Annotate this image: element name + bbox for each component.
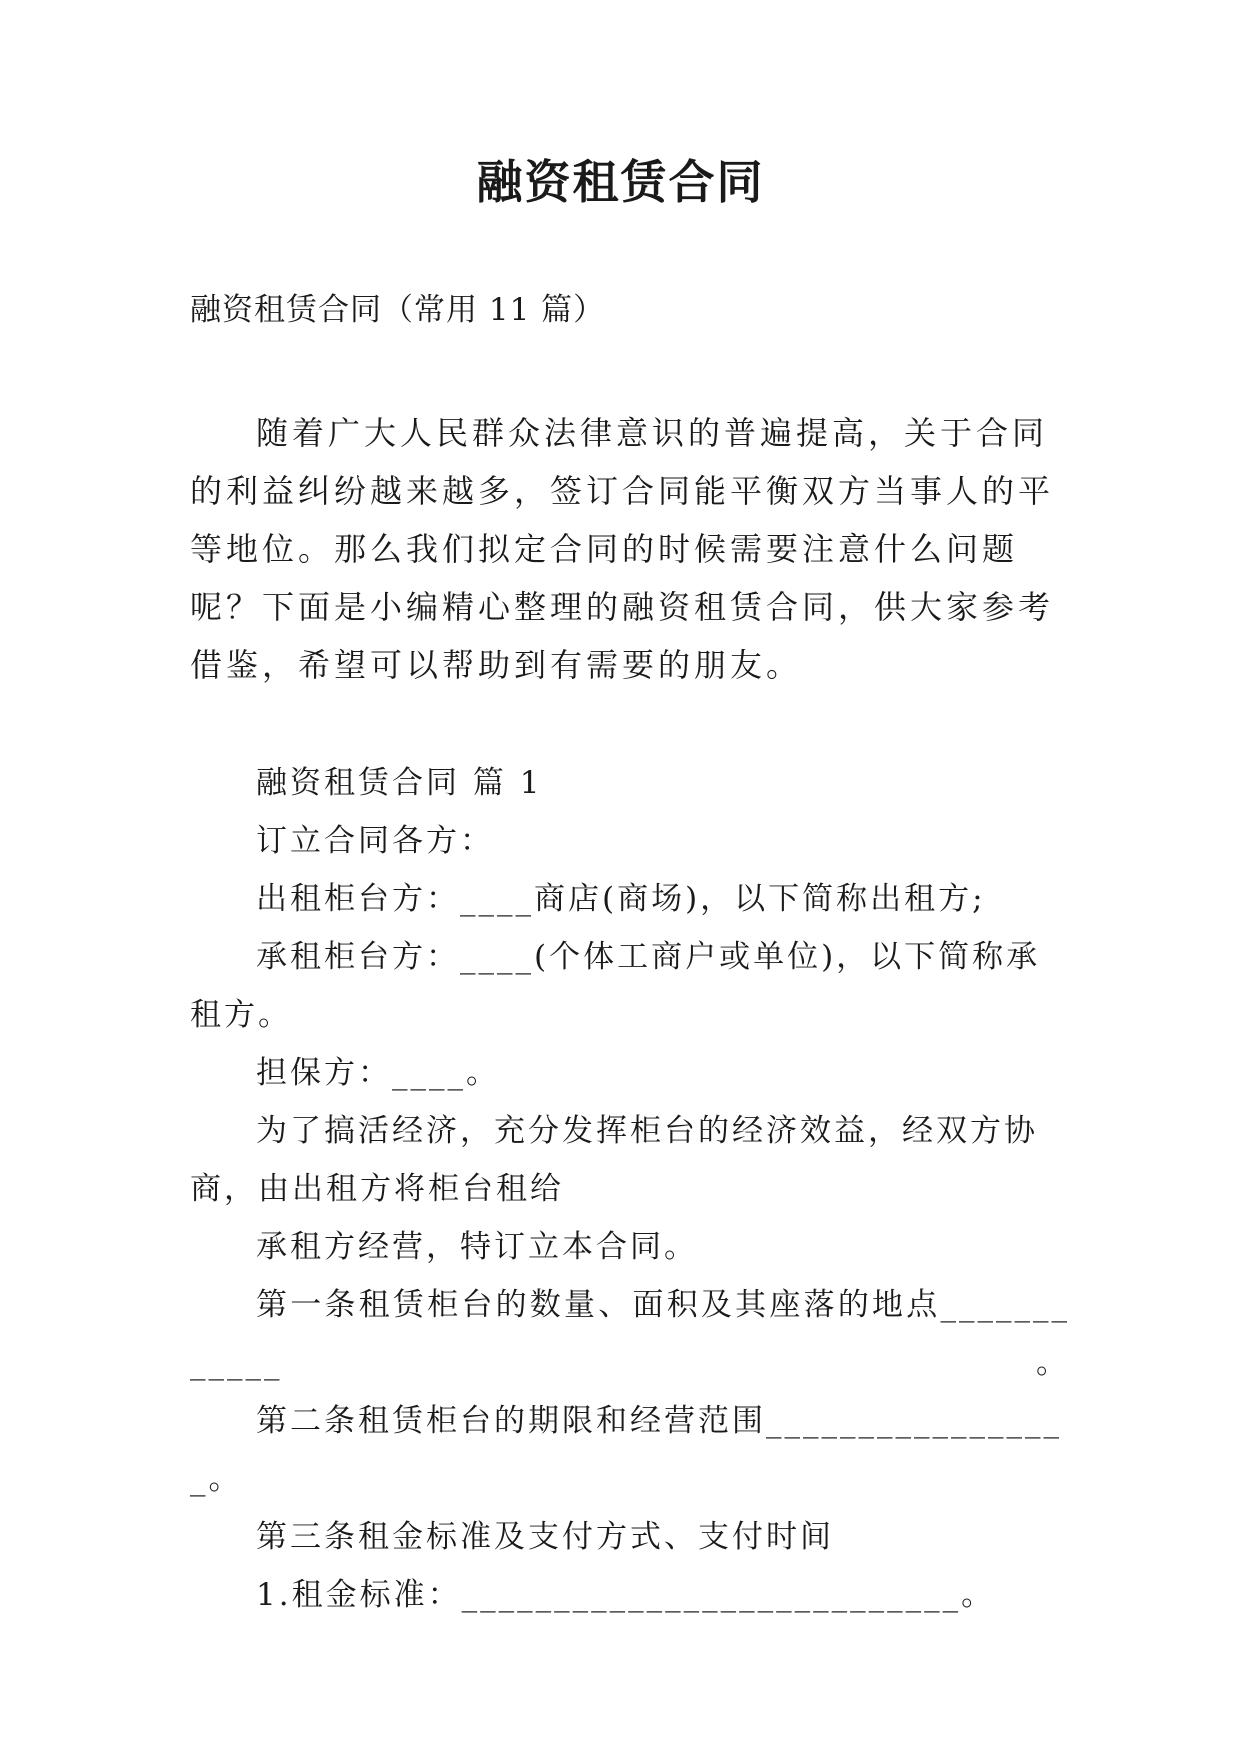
contract-body (190, 754, 1070, 1624)
article-1: 第一条租赁柜台的数量、面积及其座落的地点____________。 (190, 1287, 1070, 1381)
parties-label: 订立合同各方： (256, 823, 494, 859)
lessee-line: 承租柜台方：____(个体工商户或单位)，以下简称承租方。 (190, 939, 1041, 1033)
article-2: 第二条租赁柜台的期限和经营范围_________________。 (190, 1403, 1062, 1497)
purpose-continuation: 承租方经营，特订立本合同。 (256, 1229, 698, 1265)
intro-paragraph: 随着广大人民群众法律意识的普遍提高，关于合同的利益纠纷越来越多，签订合同能平衡双方当事人的平等地位。那么我们拟定合同的时候需要注意什么问题呢？下面是小编精心整理的融资租赁合同，供大家参考借鉴，希望可以帮助到有需要的朋友。 (190, 414, 1055, 684)
document-title: 融资租赁合同 (476, 155, 765, 209)
section-heading: 融资租赁合同 篇 1 (256, 765, 543, 801)
lessor-line: 出租柜台方：____商店(商场)，以下简称出租方; (256, 881, 986, 917)
document-subtitle: 融资租赁合同（常用 11 篇） (190, 292, 606, 328)
article-3: 第三条租金标准及支付方式、支付时间 (256, 1519, 834, 1555)
guarantor-line: 担保方：____。 (256, 1055, 500, 1091)
article-3-item-1: 1.租金标准：___________________________。 (256, 1577, 996, 1613)
purpose-line: 为了搞活经济，充分发挥柜台的经济效益，经双方协商，由出租方将柜台租给 (190, 1113, 1038, 1207)
